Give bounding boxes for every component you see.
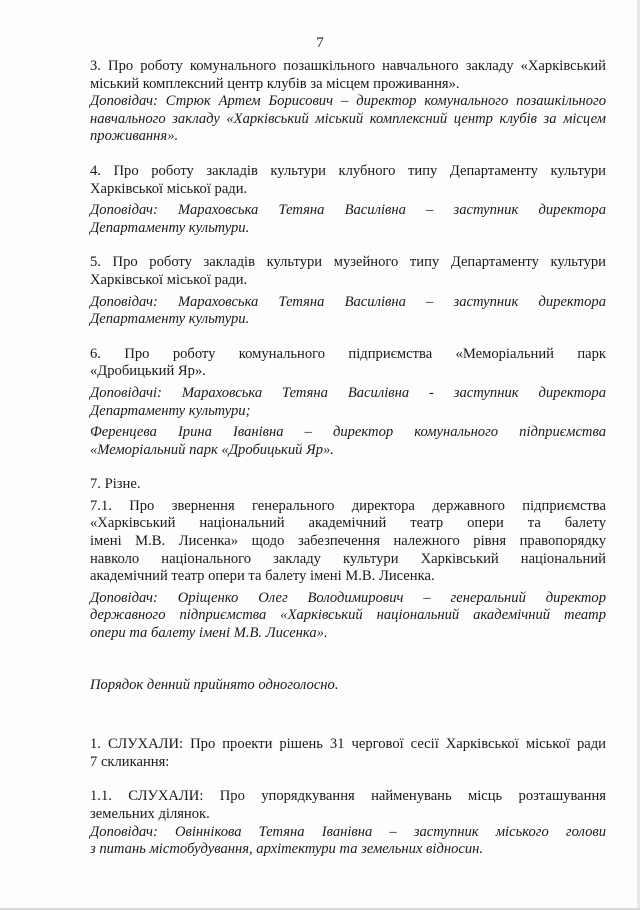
- agenda-item-6: [90, 346, 606, 381]
- agenda-approved-note: Порядок денний прийнято одноголосно.: [90, 676, 339, 693]
- speaker-line: Департаменту культури;: [90, 402, 251, 419]
- agenda-item-line: Харківської міської ради.: [90, 271, 248, 288]
- agenda-item-line: 3. Про роботу комунального позашкільного навчального закладу «Харківський: [90, 58, 606, 74]
- agenda-item-3: [90, 58, 606, 93]
- speaker-item-6: [90, 385, 606, 420]
- agenda-item-line: 6. Про роботу комунального підприємства «Меморіальний парк: [90, 345, 606, 362]
- page-number: 7: [316, 35, 324, 51]
- speaker-item-3: [90, 93, 606, 146]
- speaker-item-4: [90, 202, 606, 237]
- speaker-line: проживання».: [90, 128, 179, 145]
- heard-line: земельних ділянок.: [90, 806, 210, 822]
- heard-line: 7 скликання:: [90, 753, 170, 770]
- document-body: [90, 58, 606, 859]
- agenda-item-7-1: [90, 498, 606, 586]
- speaker-line: Доповідачі: Мараховська Тетяна Василівна - заступник директора: [90, 384, 606, 401]
- speaker-line: навчального закладу «Харківський міський комплексний центр клубів за місцем: [90, 110, 606, 127]
- agenda-item-line: імені М.В. Лисенка» щодо забезпечення належного рівня правопорядку: [90, 533, 606, 550]
- speaker-line: Доповідач: Оріщенко Олег Володимирович – генеральний директор: [90, 589, 606, 606]
- agenda-item-5: [90, 254, 606, 289]
- speaker-line: Доповідач: Мараховська Тетяна Василівна – заступник директора: [90, 202, 606, 219]
- speaker-line: Ференцева Ірина Іванівна – директор комунального підприємства: [90, 424, 606, 441]
- speaker-line: з питань містобудування, архітектури та земельних відносин.: [90, 841, 484, 858]
- speaker-line: Доповідач: Овіннікова Тетяна Іванівна – заступник міського голови: [90, 823, 606, 840]
- agenda-item-line: 4. Про роботу закладів культури клубного типу Департаменту культури: [90, 162, 606, 179]
- agenda-item-line: академічний театр опери та балету імені М.В. Лисенка.: [90, 568, 435, 585]
- speaker-line: державного підприємства «Харківський національний академічний театр: [90, 607, 606, 624]
- agenda-item-line: міський комплексний центр клубів за місцем проживання».: [90, 75, 460, 92]
- agenda-item-7-title: 7. Різне.: [90, 476, 141, 493]
- heard-item-1-1: [90, 788, 606, 823]
- heard-line: 1. СЛУХАЛИ: Про проекти рішень 31 чергової сесії Харківської міської ради: [90, 736, 606, 753]
- heard-item-1: [90, 736, 606, 771]
- agenda-item-line: «Дробицький Яр».: [90, 363, 206, 380]
- agenda-item-line: «Харківський національний академічний театр опери та балету: [90, 515, 606, 532]
- speaker-line: Департаменту культури.: [90, 219, 250, 236]
- speaker-item-5: [90, 294, 606, 329]
- agenda-item-line: 7.1. Про звернення генерального директора державного підприємства: [90, 497, 606, 514]
- speaker-line: «Меморіальний парк «Дробицький Яр».: [90, 441, 334, 458]
- heard-line: 1.1. СЛУХАЛИ: Про упорядкування найменувань місць розташування: [90, 788, 606, 805]
- agenda-item-line: Харківської міської ради.: [90, 180, 248, 197]
- speaker-line: опери та балету імені М.В. Лисенка».: [90, 625, 328, 642]
- agenda-item-line: навколо національного закладу культури Харківський національний: [90, 550, 606, 567]
- agenda-item-line: 5. Про роботу закладів культури музейного типу Департаменту культури: [90, 254, 606, 271]
- speaker-item-7: [90, 590, 606, 643]
- speaker-heard-1-1: [90, 824, 606, 859]
- speaker-line: Доповідач: Мараховська Тетяна Василівна – заступник директора: [90, 293, 606, 310]
- speaker-line: Доповідач: Стрюк Артем Борисович – директор комунального позашкільного: [90, 93, 606, 110]
- agenda-item-4: [90, 163, 606, 198]
- speaker-line: Департаменту культури.: [90, 311, 250, 328]
- speaker2-item-6: [90, 424, 606, 459]
